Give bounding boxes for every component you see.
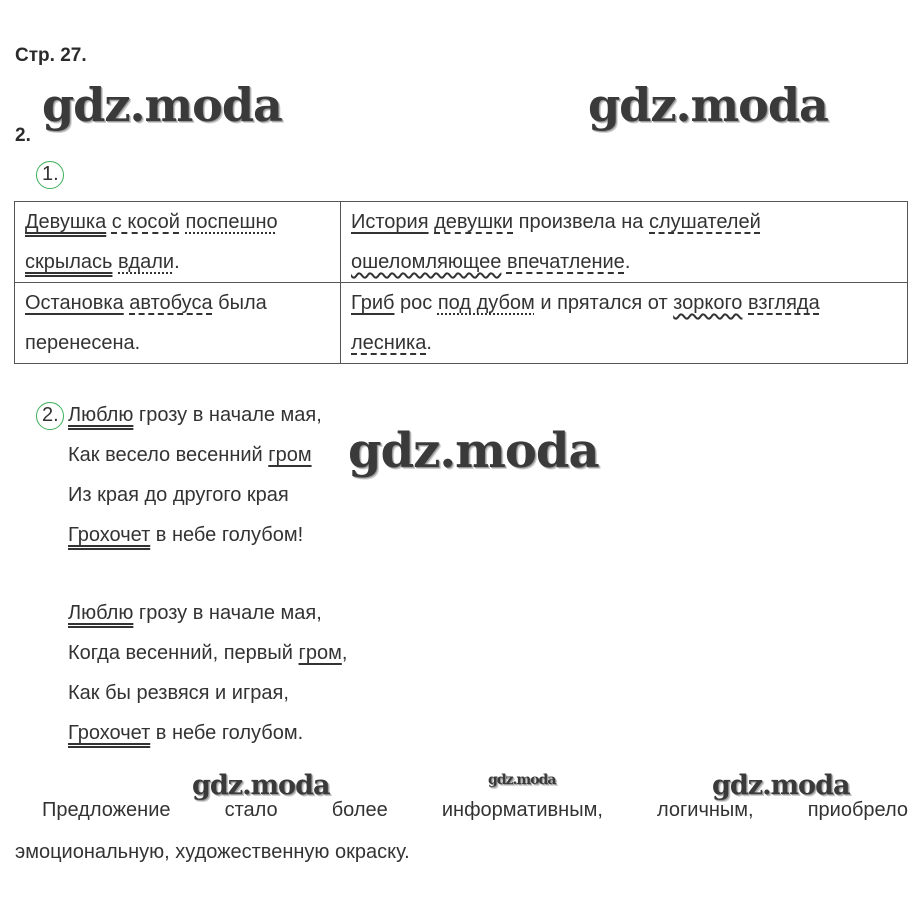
table-row (15, 283, 908, 364)
underlined-word: автобуса (129, 292, 213, 314)
watermark: gdz.moda (192, 770, 330, 801)
text-segment: . (624, 251, 631, 273)
text-segment: грозу в начале мая, (133, 404, 322, 426)
text-segment: в небе голубом! (150, 524, 304, 546)
part2-number: 2. (42, 404, 59, 426)
conclusion-paragraph (15, 789, 908, 873)
text-segment: рос (394, 292, 438, 314)
underlined-word: Гриб (351, 292, 395, 314)
text-segment: произвела на (513, 211, 649, 233)
poem-line (68, 404, 322, 427)
underlined-word: лесника (351, 332, 427, 354)
watermark: gdz.moda (712, 770, 850, 801)
text-segment: Из края до другого края (68, 484, 289, 506)
page-number: Стр. 27. (15, 45, 87, 66)
text-segment: , (341, 642, 348, 664)
underlined-word: Люблю (68, 602, 134, 624)
underlined-word: История (351, 211, 429, 233)
underlined-word: взгляда (748, 292, 820, 314)
task-number: 2. (15, 125, 31, 146)
poem-line (68, 602, 322, 625)
poem-line (68, 484, 289, 507)
underlined-word: ошеломляющее (351, 251, 502, 273)
poem-line (68, 524, 303, 547)
underlined-word: Грохочет (68, 722, 151, 744)
text-segment: Как бы резвяся и играя, (68, 682, 289, 704)
underlined-word: гром (298, 642, 342, 664)
table-cell (15, 283, 341, 364)
table-cell (15, 202, 341, 283)
table-cell (341, 283, 908, 364)
conclusion-line: Предложение стало более информативным, логичным, приобрело (42, 799, 908, 821)
text-segment: . (426, 332, 432, 354)
underlined-word: с косой (111, 211, 180, 233)
text-segment: в небе голубом. (150, 722, 304, 744)
poem-line (68, 722, 303, 745)
underlined-word: поспешно (185, 211, 278, 233)
text-segment: . (174, 251, 180, 273)
watermark: gdz.moda (588, 78, 828, 132)
watermark: gdz.moda (348, 423, 599, 479)
poem-line (68, 642, 347, 665)
underlined-word: впечатление (506, 251, 625, 273)
text-segment: была перенесена. (25, 292, 267, 354)
underlined-word: Грохочет (68, 524, 151, 546)
underlined-word: под дубом (437, 292, 535, 314)
underlined-word: Остановка (25, 292, 124, 314)
underlined-word: Люблю (68, 404, 134, 426)
underlined-word: гром (268, 444, 312, 466)
underlined-word: зоркого (673, 292, 743, 314)
sentences-table (14, 201, 908, 364)
text-segment: и прятался от (534, 292, 674, 314)
part1-number: 1. (42, 163, 59, 185)
underlined-word: Девушка (25, 211, 107, 233)
underlined-word: вдали (118, 251, 175, 273)
underlined-word: девушки (434, 211, 514, 233)
poem-line (68, 682, 289, 705)
table-cell (341, 202, 908, 283)
table-row (15, 202, 908, 283)
text-segment: Когда весенний, первый (68, 642, 299, 664)
conclusion-line: эмоциональную, художественную окраску. (15, 841, 410, 863)
watermark: gdz.moda (42, 78, 282, 132)
underlined-word: слушателей (649, 211, 761, 233)
watermark: gdz.moda (488, 772, 556, 788)
text-segment: Как весело весенний (68, 444, 269, 466)
poem-line (68, 444, 312, 467)
underlined-word: скрылась (25, 251, 113, 273)
text-segment: грозу в начале мая, (133, 602, 322, 624)
